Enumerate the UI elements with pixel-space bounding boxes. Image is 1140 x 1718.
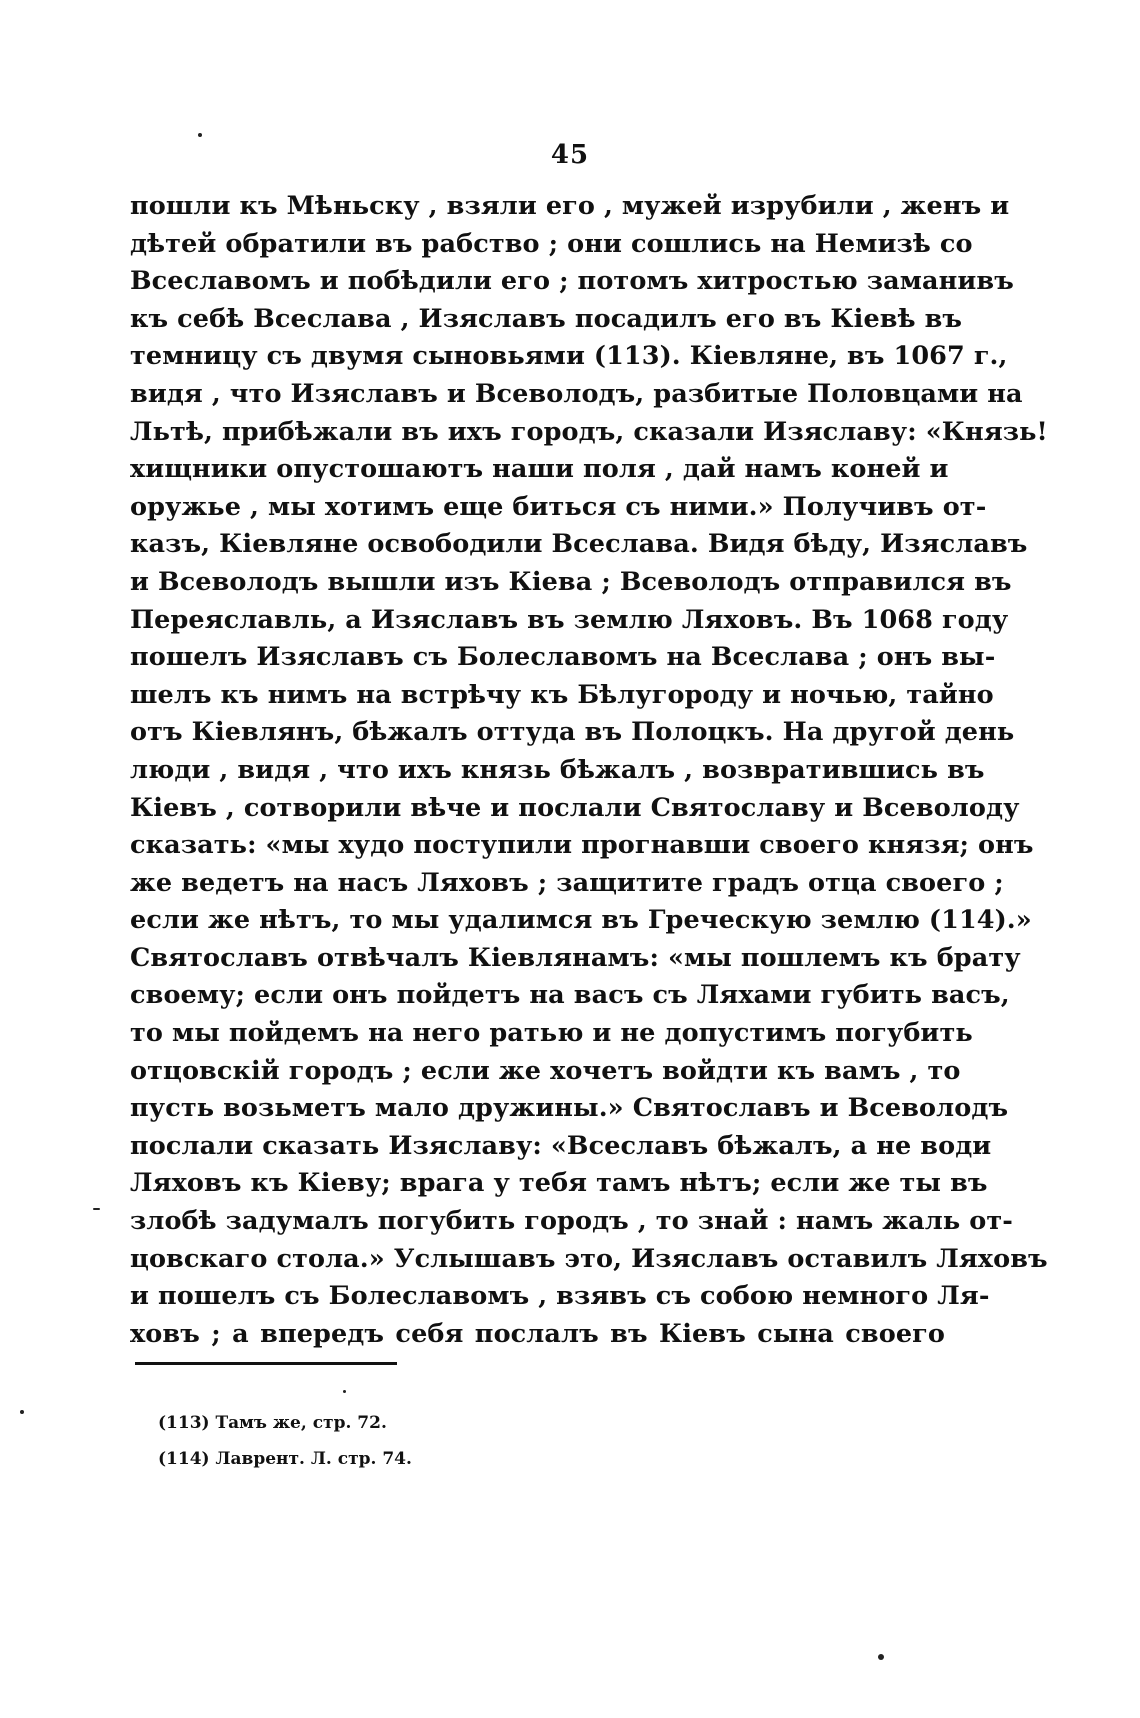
text-line: Всеславомъ и побѣдили его ; потомъ хитростью заманивъ (130, 266, 1014, 297)
page-number: 45 (550, 140, 590, 170)
text-line: то мы пойдемъ на него ратью и не допустимъ погубить (130, 1018, 973, 1049)
text-line: къ себѣ Всеслава , Изяславъ посадилъ его въ Кіевѣ въ (130, 303, 963, 334)
ink-speck (343, 1390, 346, 1393)
footnotes (158, 1405, 412, 1477)
text-line: своему; если онъ пойдетъ на васъ съ Ляхами губить васъ, (130, 980, 1010, 1011)
text-line: шелъ къ нимъ на встрѣчу къ Бѣлугороду и ночью, тайно (130, 679, 994, 710)
text-line: оружье , мы хотимъ еще биться съ ними.» Получивъ от- (130, 491, 987, 522)
ink-speck (93, 1208, 100, 1210)
text-line: Святославъ отвѣчалъ Кіевлянамъ: «мы пошлемъ къ брату (130, 942, 1021, 973)
text-line: сказать: «мы худо поступили прогнавши своего князя; онъ (130, 830, 1034, 861)
text-line: дѣтей обратили въ рабство ; они сошлись на Немизѣ со (130, 228, 973, 259)
text-line: отцовскій городъ ; если же хочетъ войдти къ вамъ , то (130, 1055, 961, 1086)
text-line: и Всеволодъ вышли изъ Кіева ; Всеволодъ отправился въ (130, 566, 1012, 597)
text-line: Льтѣ, прибѣжали въ ихъ городъ, сказали Изяславу: «Князь! (130, 416, 1048, 447)
text-line: люди , видя , что ихъ князь бѣжалъ , возвратившись въ (130, 754, 985, 785)
text-line: цовскаго стола.» Услышавъ это, Изяславъ оставилъ Ляховъ (130, 1243, 1048, 1274)
text-line: же ведетъ на насъ Ляховъ ; защитите градъ отца своего ; (130, 867, 1004, 898)
ink-speck (198, 133, 202, 137)
text-line: Переяславль, а Изяславъ въ землю Ляховъ. Въ 1068 году (130, 604, 1009, 635)
text-line: Кіевъ , сотворили вѣче и послали Святославу и Всеволоду (130, 792, 1020, 823)
body-text (130, 188, 1048, 1353)
footnote-separator (135, 1362, 397, 1365)
text-line: послали сказать Изяславу: «Всеславъ бѣжалъ, а не води (130, 1130, 992, 1161)
ink-speck (20, 1410, 24, 1414)
ink-speck (878, 1654, 884, 1660)
text-line: пусть возьметъ мало дружины.» Святославъ и Всеволодъ (130, 1093, 1009, 1124)
text-line: казъ, Кіевляне освободили Всеслава. Видя бѣду, Изяславъ (130, 529, 1028, 560)
text-line: пошелъ Изяславъ съ Болеславомъ на Всеслава ; онъ вы- (130, 642, 996, 673)
text-line: злобѣ задумалъ погубить городъ , то знай : намъ жаль от- (130, 1206, 1013, 1237)
text-line: пошли къ Мѣньску , взяли его , мужей изрубили , женъ и (130, 191, 1010, 221)
text-line: и пошелъ съ Болеславомъ , взявъ съ собою немного Ля- (130, 1281, 990, 1312)
text-line: хищники опустошаютъ наши поля , дай намъ коней и (130, 454, 949, 485)
footnote: (113) Тамъ же, стр. 72. (158, 1413, 387, 1433)
text-line: темницу съ двумя сыновьями (113). Кіевляне, въ 1067 г., (130, 341, 1008, 372)
footnote: (114) Лаврент. Л. стр. 74. (158, 1449, 412, 1469)
text-line: Ляховъ къ Кіеву; врага у тебя тамъ нѣтъ; если же ты въ (130, 1168, 988, 1199)
text-line: видя , что Изяславъ и Всеволодъ, разбитые Половцами на (130, 378, 1023, 409)
text-line: ховъ ; а впередъ себя послалъ въ Кіевъ сына своего (130, 1318, 945, 1349)
text-line: отъ Кіевлянъ, бѣжалъ оттуда въ Полоцкъ. На другой день (130, 717, 1015, 748)
text-line: если же нѣтъ, то мы удалимся въ Греческую землю (114).» (130, 905, 1032, 936)
